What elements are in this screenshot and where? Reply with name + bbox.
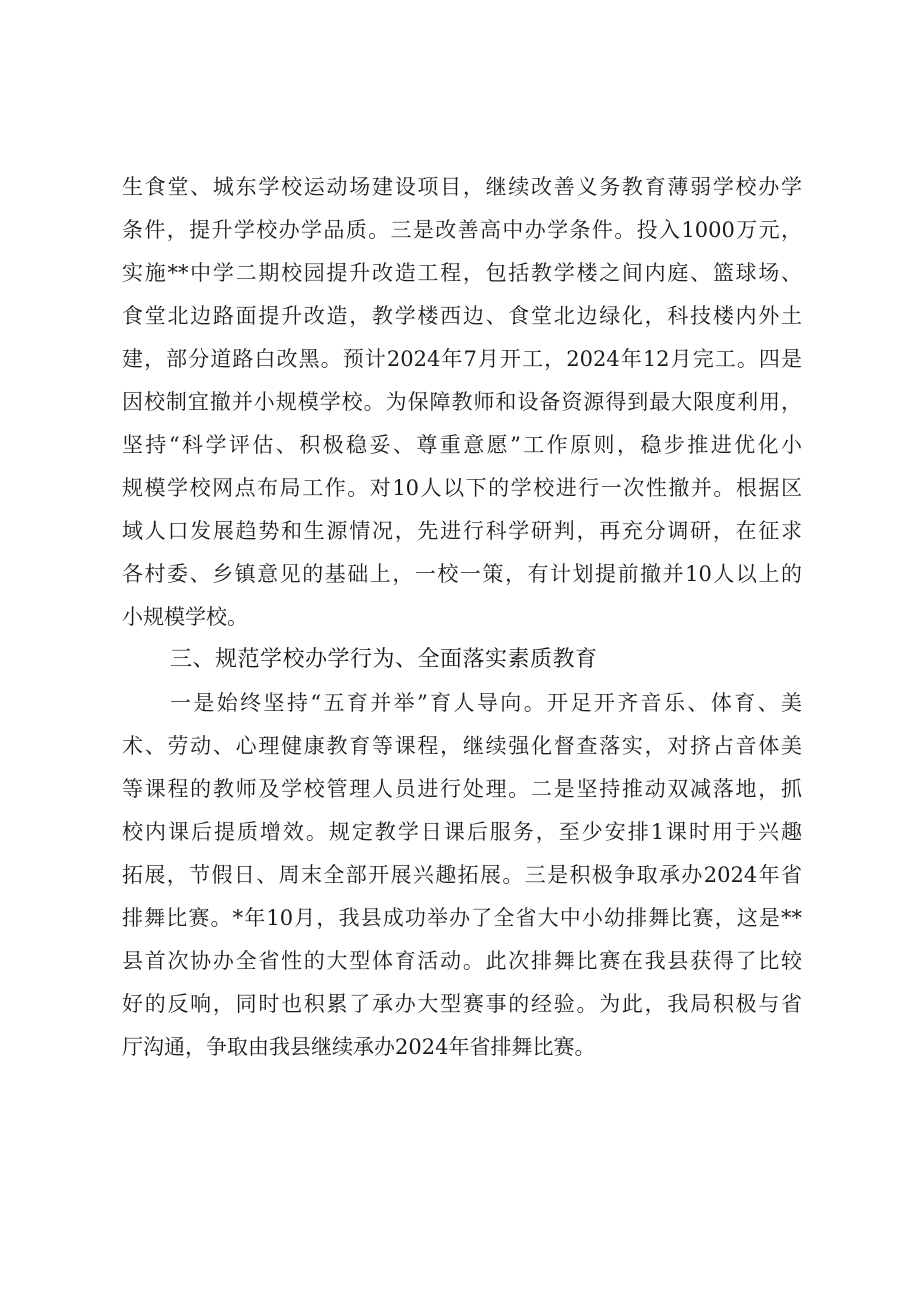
paragraph-line: 县首次协办全省性的大型体育活动。此次排舞比赛在我县获得了比较 xyxy=(122,949,802,973)
paragraph-line: 小规模学校。 xyxy=(122,605,248,629)
paragraph-line: 坚持“科学评估、积极稳妥、尊重意愿”工作原则，稳步推进优化小 xyxy=(122,433,802,457)
paragraph-line: 等课程的教师及学校管理人员进行处理。二是坚持推动双减落地，抓 xyxy=(122,777,802,801)
paragraph-line: 拓展，节假日、周末全部开展兴趣拓展。三是积极争取承办2024年省 xyxy=(122,863,802,887)
paragraph-line: 建，部分道路白改黑。预计2024年7月开工，2024年12月完工。四是 xyxy=(122,347,802,371)
paragraph-line: 一是始终坚持“五育并举”育人导向。开足开齐音乐、体育、美 xyxy=(170,691,802,715)
paragraph-line: 好的反响，同时也积累了承办大型赛事的经验。为此，我局积极与省 xyxy=(122,992,802,1016)
paragraph-line: 食堂北边路面提升改造，教学楼西边、食堂北边绿化，科技楼内外土 xyxy=(122,304,802,328)
paragraph-line: 厅沟通，争取由我县继续承办2024年省排舞比赛。 xyxy=(122,1035,596,1059)
paragraph-line: 各村委、乡镇意见的基础上，一校一策，有计划提前撤并10人以上的 xyxy=(122,562,802,586)
paragraph-line: 条件，提升学校办学品质。三是改善高中办学条件。投入1000万元， xyxy=(122,218,802,242)
paragraph-line: 域人口发展趋势和生源情况，先进行科学研判，再充分调研，在征求 xyxy=(122,519,802,543)
paragraph-line: 术、劳动、心理健康教育等课程，继续强化督查落实，对挤占音体美 xyxy=(122,734,802,758)
section-heading: 三、规范学校办学行为、全面落实素质教育 xyxy=(170,647,598,672)
paragraph-line: 实施**中学二期校园提升改造工程，包括教学楼之间内庭、篮球场、 xyxy=(122,261,802,285)
paragraph-line: 排舞比赛。*年10月，我县成功举办了全省大中小幼排舞比赛，这是** xyxy=(122,906,802,930)
paragraph-line: 校内课后提质增效。规定教学日课后服务，至少安排1课时用于兴趣 xyxy=(122,820,802,844)
paragraph-line: 生食堂、城东学校运动场建设项目，继续改善义务教育薄弱学校办学 xyxy=(122,175,802,199)
paragraph-line: 规模学校网点布局工作。对10人以下的学校进行一次性撤并。根据区 xyxy=(122,476,802,500)
paragraph-line: 因校制宜撤并小规模学校。为保障教师和设备资源得到最大限度利用， xyxy=(122,390,802,414)
